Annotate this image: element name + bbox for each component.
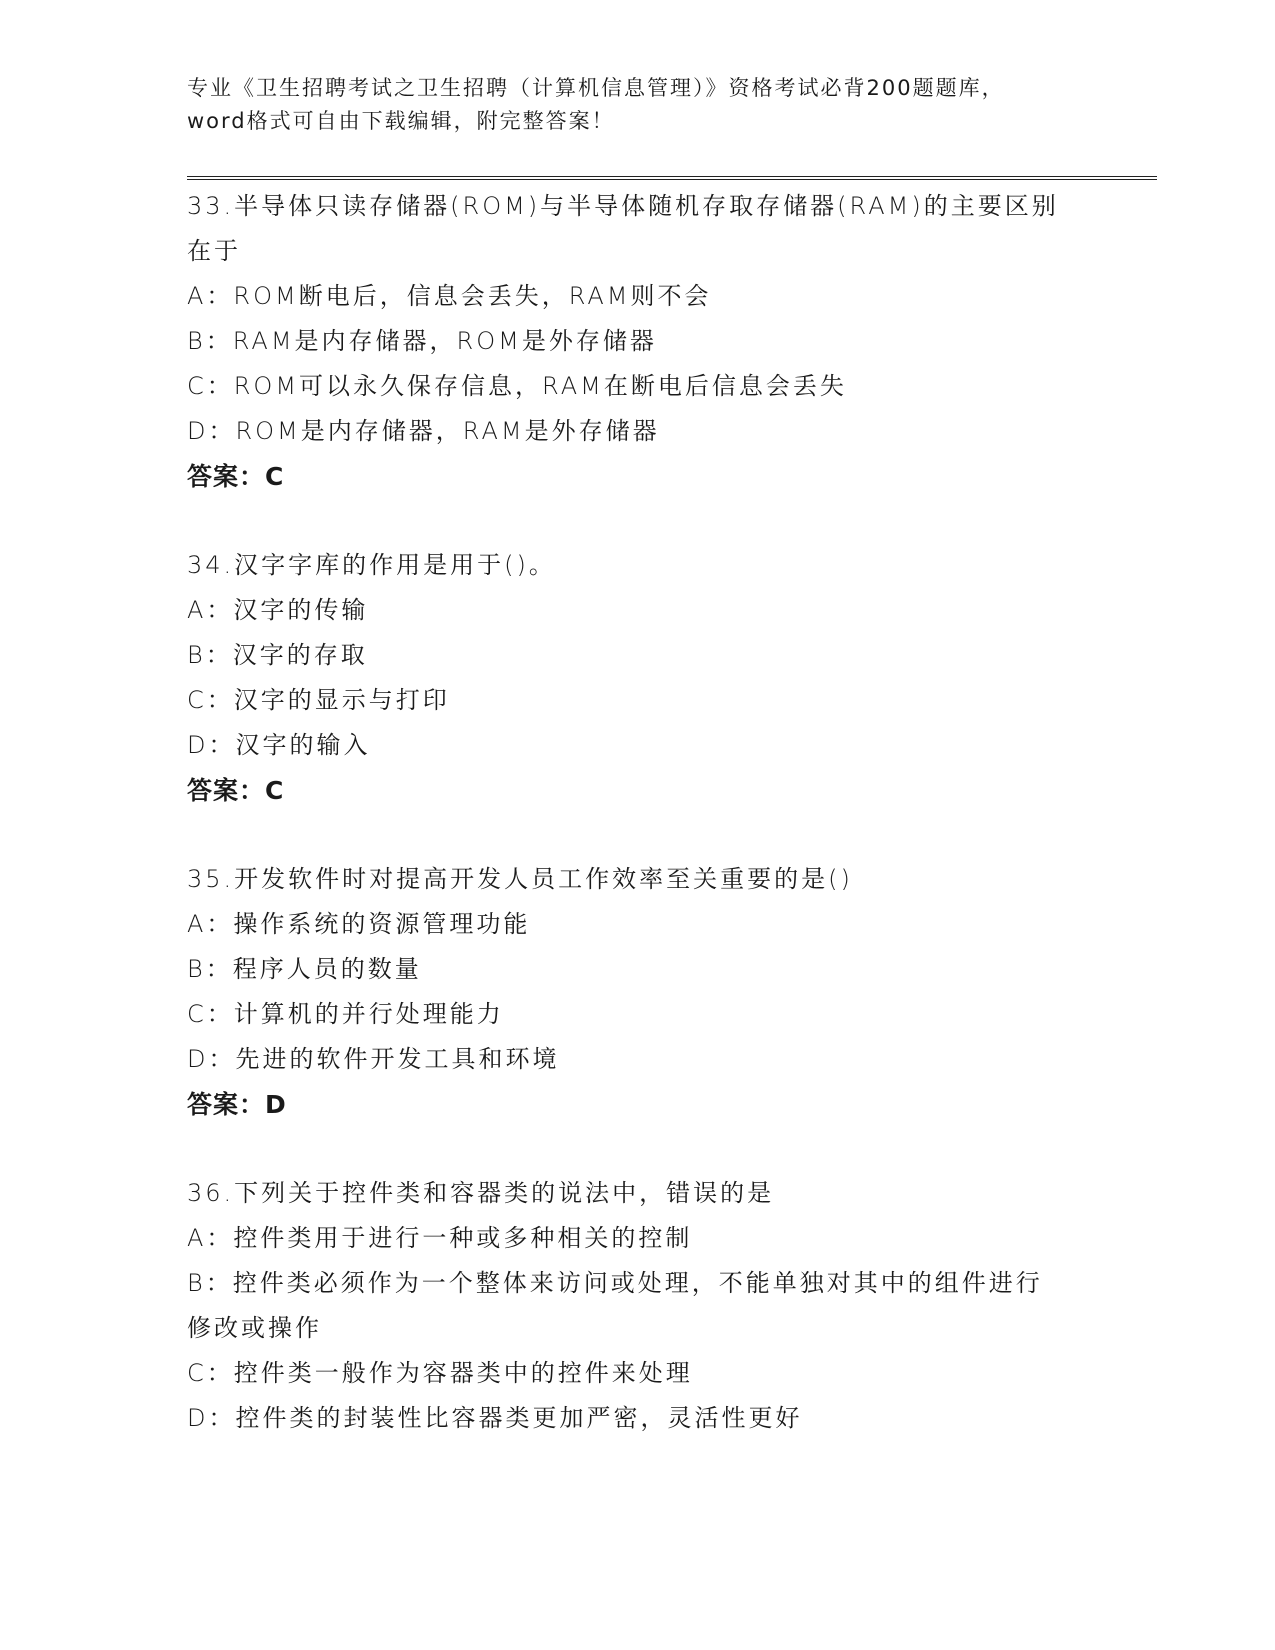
question-stem: 36.下列关于控件类和容器类的说法中，错误的是 <box>187 1179 775 1207</box>
question-35 <box>187 857 1157 1127</box>
header-title-line-1: 专业《卫生招聘考试之卫生招聘（计算机信息管理）》资格考试必背200题题库， <box>187 76 1005 100</box>
option-d: D：控件类的封装性比容器类更加严密，灵活性更好 <box>187 1404 803 1432</box>
answer-line: 答案：D <box>187 1090 287 1119</box>
option-b: B：汉字的存取 <box>187 641 368 669</box>
header-title-line-2: word格式可自由下载编辑，附完整答案！ <box>187 109 615 133</box>
question-stem: 33.半导体只读存储器(ROM)与半导体随机存取存储器(RAM)的主要区别在于 <box>187 192 1059 265</box>
option-c: C：ROM可以永久保存信息，RAM在断电后信息会丢失 <box>187 372 847 400</box>
option-a: A：控件类用于进行一种或多种相关的控制 <box>187 1224 693 1252</box>
question-stem: 35.开发软件时对提高开发人员工作效率至关重要的是() <box>187 865 853 893</box>
option-b: B：控件类必须作为一个整体来访问或处理，不能单独对其中的组件进行修改或操作 <box>187 1269 1043 1342</box>
question-33 <box>187 184 1157 499</box>
option-d: D：ROM是内存储器，RAM是外存储器 <box>187 417 660 445</box>
question-34 <box>187 543 1157 813</box>
question-stem: 34.汉字字库的作用是用于()。 <box>187 551 556 579</box>
header-divider <box>187 176 1157 180</box>
option-b: B：RAM是内存储器，ROM是外存储器 <box>187 327 657 355</box>
option-d: D：先进的软件开发工具和环境 <box>187 1045 560 1073</box>
option-a: A：ROM断电后，信息会丢失，RAM则不会 <box>187 282 712 310</box>
option-c: C：控件类一般作为容器类中的控件来处理 <box>187 1359 693 1387</box>
option-d: D：汉字的输入 <box>187 731 371 759</box>
option-b: B：程序人员的数量 <box>187 955 422 983</box>
option-a: A：汉字的传输 <box>187 596 369 624</box>
question-36 <box>187 1171 1157 1441</box>
document-header <box>187 72 1157 138</box>
answer-line: 答案：C <box>187 462 285 491</box>
answer-line: 答案：C <box>187 776 285 805</box>
option-a: A：操作系统的资源管理功能 <box>187 910 531 938</box>
question-list <box>187 184 1157 1441</box>
option-c: C：计算机的并行处理能力 <box>187 1000 504 1028</box>
option-c: C：汉字的显示与打印 <box>187 686 450 714</box>
document-page <box>187 72 1157 1485</box>
